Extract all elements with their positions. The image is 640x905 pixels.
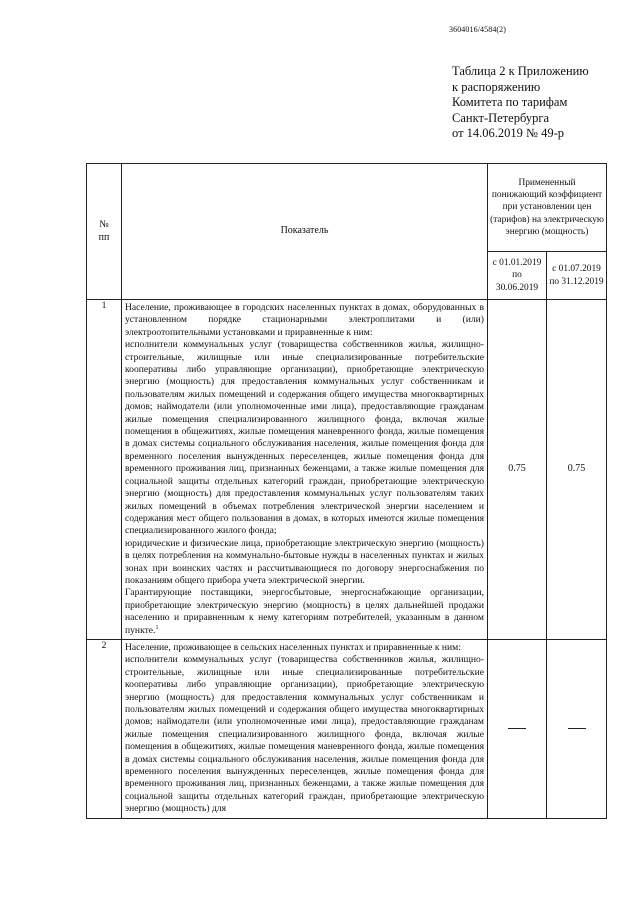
appendix-heading xyxy=(452,64,632,142)
header-period-2: с 01.07.2019 по 31.12.2019 xyxy=(547,252,607,300)
footnote-mark: 1 xyxy=(155,624,159,631)
heading-line: к распоряжению xyxy=(452,79,541,94)
heading-line: от 14.06.2019 № 49-р xyxy=(452,126,565,141)
dash-mark xyxy=(568,728,586,729)
table-row xyxy=(87,639,607,818)
header-indicator: Показатель xyxy=(122,164,488,300)
row-value-period-1: 0.75 xyxy=(488,300,547,640)
row-value-period-1 xyxy=(488,639,547,818)
row-indicator: Население, проживающее в городских населенных пунктах в домах, оборудованных в установленном порядке стационарными электроплитами и (или) электроотопительными установками и приравненные к ним: исполнители коммунальных услуг (товарищества собственников жилья, жилищно-строительные, жилищные или иные специализированные потребительские кооперативы либо управляющие организации), приобретающие электрическую энергию (мощность) для предоставления коммунальных услуг собственникам и пользователям жилых помещений и содержания общего имущества многоквартирных домов; наймодатели (или уполномоченные ими лица), предоставляющие гражданам жилые помещения специализированного жилищного фонда, включая жилые помещения в общежитиях, жилые помещения маневренного фонда, жилые помещения в домах системы социального обслуживания населения, жилые помещения фонда для временного поселения вынужденных переселенцев, жилые помещения фонда для временного проживания лиц, признанных беженцами, а также жилые помещения для социальной защиты отдельных категорий граждан, приобретающие электрическую энергию (мощность) для предоставления коммунальных услуг пользователям таких жилых помещений в объемах потребления электрической энергии населением и содержания мест общего пользования в домах, в которых имеются жилые помещения специализированного жилого фонда; юридические и физические лица, приобретающие электрическую энергию (мощность) в целях потребления на коммунально-бытовые нужды в населенных пунктах и жилых зонах при воинских частях и рассчитывающиеся по договору энергоснабжения по показаниям общего прибора учета электрической энергии. Гарантирующие поставщики, энергосбытовые, энергоснабжающие организации, приобретающие электрическую энергию (мощность) в целях дальнейшей продажи населению и приравненным к нему категориям потребителей, указанным в данном пункте.$^1$ xyxy=(122,300,488,640)
heading-line: Комитета по тарифам xyxy=(452,95,568,110)
header-period-1: с 01.01.2019 по 30.06.2019 xyxy=(488,252,547,300)
row-value-period-2: 0.75 xyxy=(547,300,607,640)
header-number: № пп xyxy=(87,164,122,300)
row-number: 2 xyxy=(87,639,122,818)
header-coefficient: Примененный понижающий коэффициент при установлении цен (тарифов) на электрическую энергию (мощность) xyxy=(488,164,607,252)
row-indicator: Население, проживающее в сельских населенных пунктах и приравненные к ним: исполнители коммунальных услуг (товарищества собственников жилья, жилищно-строительные, жилищные или иные специализированные потребительские кооперативы либо управляющие организации), приобретающие электрическую энергию (мощность) для предоставления коммунальных услуг собственникам и пользователям жилых помещений и содержания общего имущества многоквартирных домов; наймодатели (или уполномоченные ими лица), предоставляющие гражданам жилые помещения специализированного жилищного фонда, включая жилые помещения в общежитиях, жилые помещения маневренного фонда, жилые помещения в домах системы социального обслуживания населения, жилые помещения фонда для временного поселения вынужденных переселенцев, жилые помещения фонда для временного проживания лиц, признанных беженцами, а также жилые помещения для социальной защиты отдельных категорий граждан, приобретающие электрическую энергию (мощность) для xyxy=(122,639,488,818)
heading-line: Санкт-Петербурга xyxy=(452,110,550,125)
coefficient-table xyxy=(86,163,607,819)
dash-mark xyxy=(508,728,526,729)
row-value-period-2 xyxy=(547,639,607,818)
document-number: 3604016/4584(2) xyxy=(449,25,507,34)
table-row xyxy=(87,300,607,640)
row-number: 1 xyxy=(87,300,122,640)
heading-line: Таблица 2 к Приложению xyxy=(452,64,589,78)
